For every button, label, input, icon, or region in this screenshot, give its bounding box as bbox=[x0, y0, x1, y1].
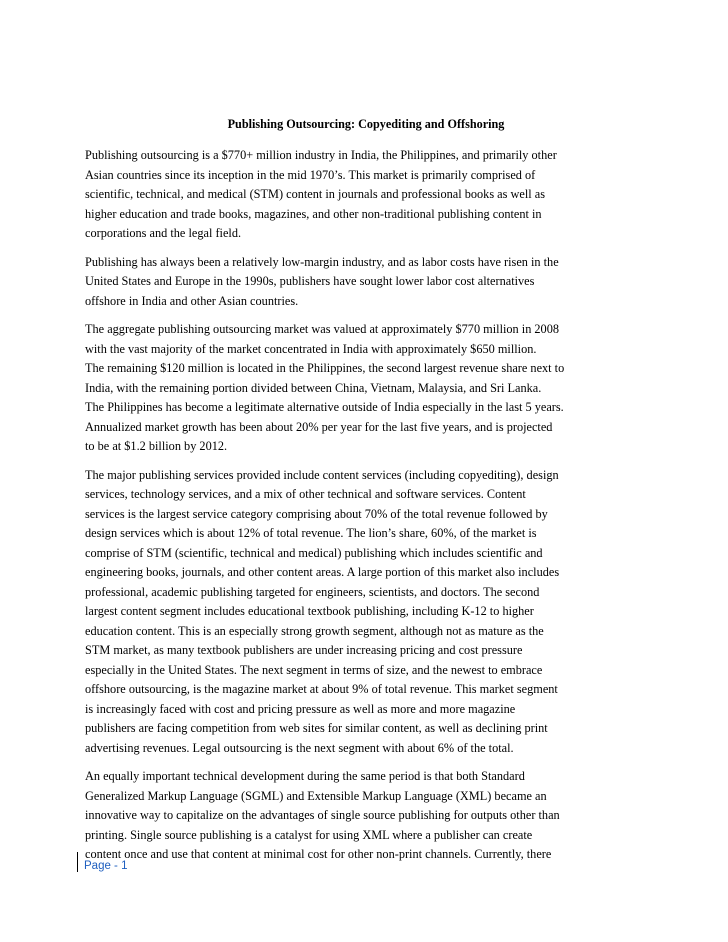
text-line: Generalized Markup Language (SGML) and Extensible Markup Language (XML) became an bbox=[85, 788, 547, 803]
text-line: offshore outsourcing, is the magazine market at about 9% of total revenue. This market segment bbox=[85, 682, 558, 696]
text-line: scientific, technical, and medical (STM) content in journals and professional books as well as bbox=[85, 187, 545, 201]
text-line: The Philippines has become a legitimate alternative outside of India especially in the last 5 years. bbox=[85, 400, 564, 414]
paragraph-2 bbox=[85, 253, 647, 312]
page-number: Page - 1 bbox=[84, 860, 128, 872]
text-line: is increasingly faced with cost and pricing pressure as well as more and more magazine bbox=[85, 701, 516, 716]
text-line: higher education and trade books, magazines, and other non-traditional publishing content in bbox=[85, 206, 542, 221]
paragraph-4 bbox=[85, 466, 647, 759]
text-line: professional, academic publishing targeted for engineers, scientists, and doctors. The second bbox=[85, 584, 540, 599]
text-line: advertising revenues. Legal outsourcing is the next segment with about 6% of the total. bbox=[85, 740, 514, 755]
text-line: publishers are facing competition from web sites for similar content, as well as declining print bbox=[85, 721, 548, 735]
text-line: content once and use that content at minimal cost for other non-print channels. Currently, there bbox=[85, 847, 552, 861]
text-line: engineering books, journals, and other content areas. A large portion of this market also includes bbox=[85, 565, 560, 579]
text-line: services, technology services, and a mix of other technical and software services. Content bbox=[85, 487, 526, 501]
text-line: services is the largest service category comprising about 70% of the total revenue followed by bbox=[85, 506, 548, 521]
text-line: STM market, as many textbook publishers are under increasing pricing and cost pressure bbox=[85, 643, 523, 657]
text-line: The major publishing services provided include content services (including copyediting), design bbox=[85, 467, 559, 482]
text-line: India, with the remaining portion divided between China, Vietnam, Malaysia, and Sri Lanka. bbox=[85, 380, 542, 395]
page-footer bbox=[77, 852, 127, 872]
text-line: offshore in India and other Asian countries. bbox=[85, 293, 299, 308]
text-line: largest content segment includes educational textbook publishing, including K-12 to higher bbox=[85, 604, 534, 618]
text-line: Annualized market growth has been about 20% per year for the last five years, and is projected bbox=[85, 419, 553, 434]
text-line: United States and Europe in the 1990s, publishers have sought lower labor cost alternatives bbox=[85, 274, 535, 288]
text-line: design services which is about 12% of total revenue. The lion’s share, 60%, of the market is bbox=[85, 526, 537, 540]
text-line: Publishing outsourcing is a $770+ million industry in India, the Philippines, and primarily other bbox=[85, 148, 557, 162]
text-line: innovative way to capitalize on the advantages of single source publishing for outputs other than bbox=[85, 808, 560, 822]
text-line: Asian countries since its inception in the mid 1970’s. This market is primarily comprised of bbox=[85, 167, 536, 182]
document-page bbox=[85, 116, 647, 874]
paragraph-1 bbox=[85, 146, 647, 244]
text-line: comprise of STM (scientific, technical and medical) publishing which includes scientific and bbox=[85, 545, 543, 560]
paragraph-5 bbox=[85, 767, 647, 865]
paragraph-3 bbox=[85, 320, 647, 457]
text-line: The remaining $120 million is located in the Philippines, the second largest revenue share next to bbox=[85, 361, 565, 375]
text-line: especially in the United States. The next segment in terms of size, and the newest to embrace bbox=[85, 662, 543, 677]
text-line: An equally important technical development during the same period is that both Standard bbox=[85, 769, 525, 783]
text-line: printing. Single source publishing is a catalyst for using XML where a publisher can create bbox=[85, 827, 533, 842]
text-line: to be at $1.2 billion by 2012. bbox=[85, 439, 228, 453]
text-line: with the vast majority of the market concentrated in India with approximately $650 million. bbox=[85, 341, 537, 356]
text-line: The aggregate publishing outsourcing market was valued at approximately $770 million in 2008 bbox=[85, 322, 560, 336]
text-line: corporations and the legal field. bbox=[85, 226, 242, 240]
text-line: education content. This is an especially strong growth segment, although not as mature as the bbox=[85, 623, 544, 638]
text-line: Publishing has always been a relatively low-margin industry, and as labor costs have risen in the bbox=[85, 254, 559, 269]
document-title: Publishing Outsourcing: Copyediting and Offshoring bbox=[227, 117, 505, 131]
